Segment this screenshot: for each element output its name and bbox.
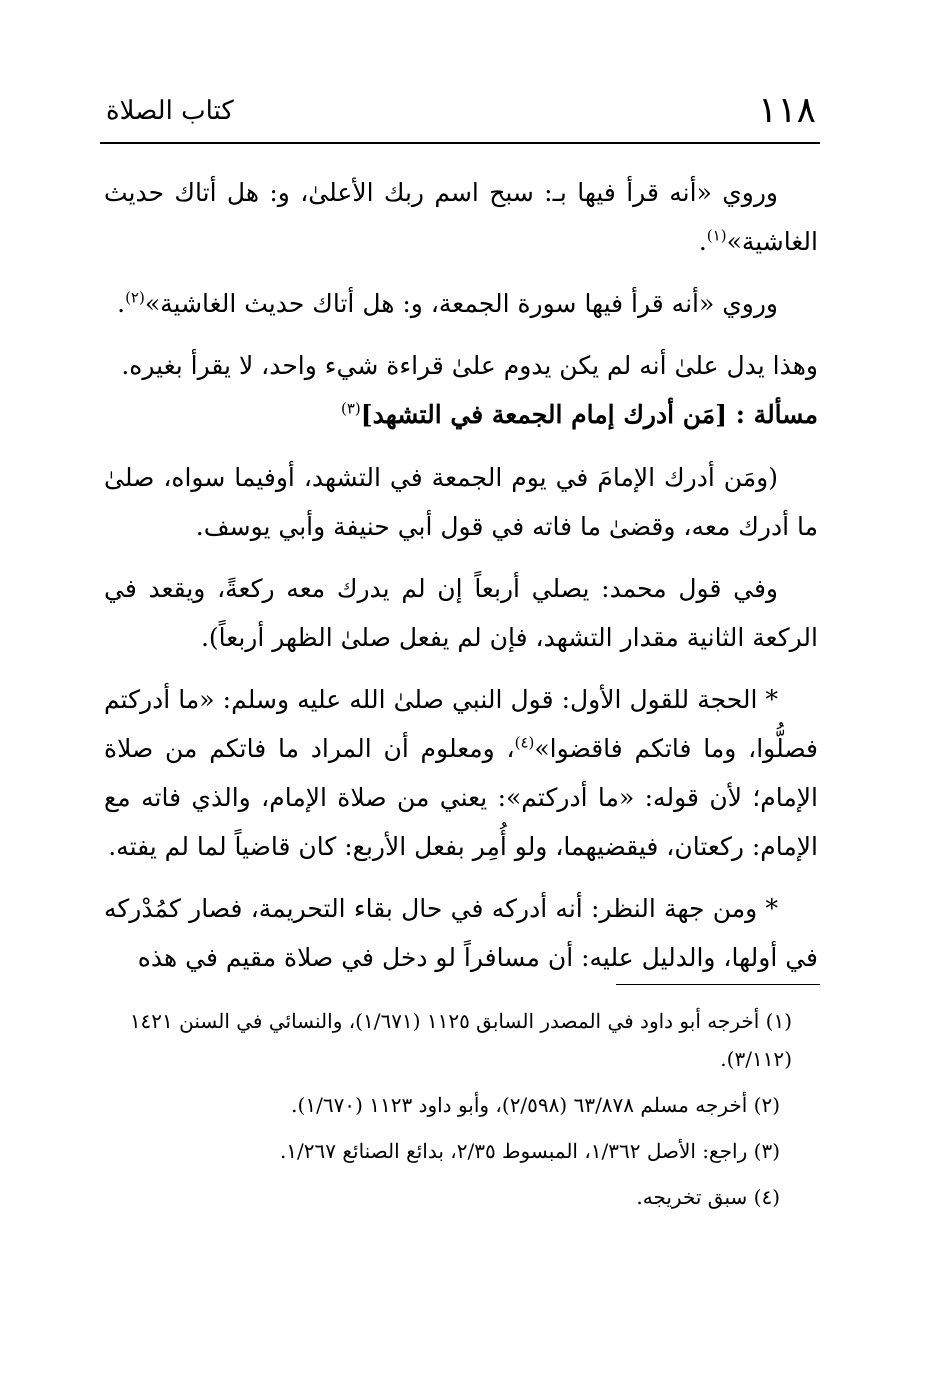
paragraph-1-text: وروي «أنه قرأ فيها بـ: سبح اسم ربك الأعلىٰ، و: هل أتاك حديث الغاشية»	[104, 178, 818, 256]
footnote-ref-4: (٤)	[514, 733, 535, 752]
footnotes	[110, 1002, 820, 1224]
paragraph-7: * ومن جهة النظر: أنه أدركه في حال بقاء التحريمة، فصار كمُدْركه في أولها، والدليل عليه: أن مسافراً لو دخل في صلاة مقيم في هذه	[104, 894, 818, 972]
paragraph-2-text: وروي «أنه قرأ فيها سورة الجمعة، و: هل أتاك حديث الغاشية»	[144, 289, 778, 318]
footnote-3: (٣) راجع: الأصل ١/٣٦٢، المبسوط ٢/٣٥، بدائع الصنائع ١/٢٦٧.	[279, 1139, 780, 1163]
footnote-4: (٤) سبق تخريجه.	[636, 1185, 780, 1209]
paragraph-6-text-b: ، ومعلوم أن المراد ما فاتكم من صلاة الإمام؛ لأن قوله: «ما أدركتم»: يعني من صلاة الإمام، والذي فاته مع الإمام: ركعتان، فيقضيهما، ولو أُمِر بفعل الأربع: كان قاضياً لما لم يفته.	[104, 734, 818, 861]
paragraph-6-text-a: * الحجة للقول الأول: قول النبي صلىٰ الله عليه وسلم: «ما أدركتم فصلُّوا، وما فاتكم فاقضوا»	[104, 685, 818, 763]
paragraph-1	[104, 168, 818, 266]
footnote-2: (٢) أخرجه مسلم ٦٣/٨٧٨ (٢/٥٩٨)، وأبو داود ١١٢٣ (١/٦٧٠).	[291, 1093, 780, 1117]
page-header	[100, 82, 820, 144]
footnote-separator	[616, 984, 820, 985]
paragraph-4: (ومَن أدرك الإمامَ في يوم الجمعة في التشهد، أوفيما سواه، صلىٰ ما أدرك معه، وقضىٰ ما فاته في قول أبي حنيفة وأبي يوسف.	[104, 463, 818, 541]
paragraph-2-end: .	[117, 289, 126, 318]
footnote-ref-1: (١)	[706, 226, 727, 245]
paragraph-2	[104, 279, 818, 328]
paragraph-6	[104, 675, 818, 871]
running-title: كتاب الصلاة	[106, 96, 234, 126]
section-heading-text: مسألة : [مَن أدرك إمام الجمعة في التشهد]	[360, 400, 818, 429]
footnote-1: (١) أخرجه أبو داود في المصدر السابق ١١٢٥ (١/٦٧١)، والنسائي في السنن ١٤٢١ (٣/١١٢).	[129, 1009, 792, 1071]
section-heading	[104, 390, 818, 439]
paragraph-1-end: .	[698, 227, 707, 256]
footnote-ref-2: (٢)	[125, 288, 145, 307]
page-number: ١١٨	[757, 90, 816, 131]
main-text	[104, 168, 818, 995]
paragraph-5: وفي قول محمد: يصلي أربعاً إن لم يدرك معه ركعةً، ويقعد في الركعة الثانية مقدار التشهد، فإن لم يفعل صلىٰ الظهر أربعاً).	[104, 574, 818, 652]
paragraph-3: وهذا يدل علىٰ أنه لم يكن يدوم علىٰ قراءة شيء واحد، لا يقرأ بغيره.	[121, 351, 818, 380]
footnote-ref-3: (٣)	[341, 399, 361, 418]
